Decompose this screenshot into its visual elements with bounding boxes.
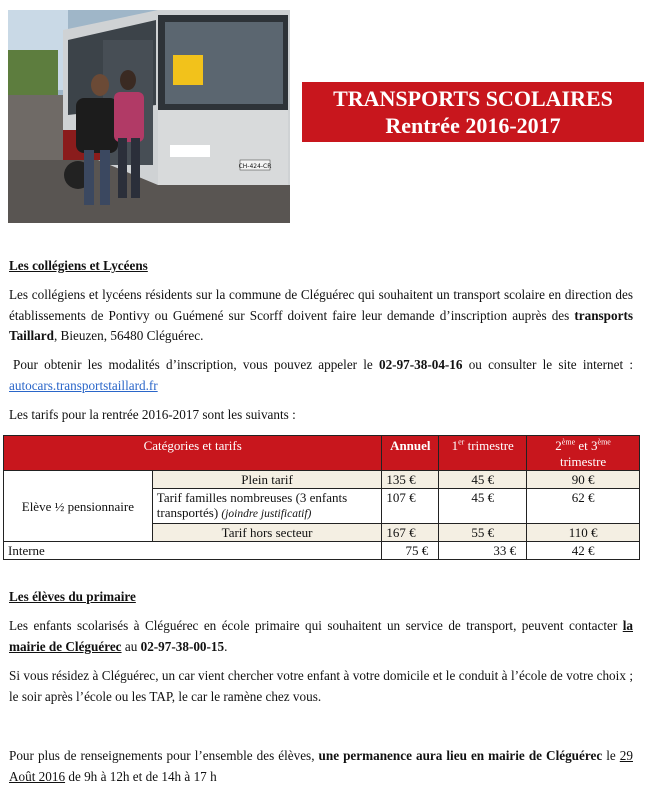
- plate-text: CH-424-CR: [238, 163, 272, 170]
- row-label: Tarif familles nombreuses (3 enfants transportés) (joindre justificatif): [152, 489, 382, 524]
- interne-t1: 33 €: [439, 542, 527, 560]
- table-row-interne: [4, 542, 640, 560]
- table-header-row: [4, 436, 640, 471]
- interne-t23: 42 €: [527, 542, 640, 560]
- header-categories: Catégories et tarifs: [4, 436, 382, 471]
- row-t1: 45 €: [439, 471, 527, 489]
- row-t23: 90 €: [527, 471, 640, 489]
- tariff-table: [3, 435, 640, 560]
- college-p2-text-a: Pour obtenir les modalités d’inscription, vous pouvez appeler le: [13, 357, 379, 372]
- interne-label: Interne: [4, 542, 382, 560]
- title-line1: TRANSPORTS SCOLAIRES: [333, 86, 613, 111]
- college-paragraph-1: [9, 285, 633, 347]
- row-label: Plein tarif: [152, 471, 382, 489]
- section-heading-college: Les collégiens et Lycéens: [9, 258, 148, 273]
- college-paragraph-2: [9, 355, 633, 396]
- row-annuel: 167 €: [382, 524, 439, 542]
- permanence-text: une permanence aura lieu en mairie de Cléguérec: [318, 748, 603, 763]
- row-label: Tarif hors secteur: [152, 524, 382, 542]
- row-annuel: 107 €: [382, 489, 439, 524]
- row-t1: 45 €: [439, 489, 527, 524]
- bus-photo: [8, 10, 290, 223]
- row-t1: 55 €: [439, 524, 527, 542]
- header-t23: 2ème et 3ème trimestre: [527, 436, 640, 471]
- mairie-phone: 02-97-38-00-15: [140, 638, 225, 654]
- section-heading-primaire: Les élèves du primaire: [9, 589, 136, 604]
- header-annuel: Annuel: [382, 436, 439, 471]
- college-paragraph-3: Les tarifs pour la rentrée 2016-2017 sont les suivants :: [9, 407, 296, 422]
- permanence-date: 29 Août 2016: [9, 748, 633, 784]
- college-p1-bold: transports Taillard: [9, 307, 633, 343]
- college-phone: 02-97-38-04-16: [378, 357, 463, 372]
- college-p1-text-b: , Bieuzen, 56480 Cléguérec.: [53, 328, 204, 343]
- row-annuel: 135 €: [382, 471, 439, 489]
- footer-paragraph: Pour plus de renseignements pour l’ensemble des élèves, une permanence aura lieu en mairie de Cléguérec le 29 Août 2016 de 9h à 12h et de 14h à 17 h: [9, 748, 633, 784]
- title-line2: Rentrée 2016-2017: [385, 113, 561, 138]
- mairie-name: la mairie de Cléguérec: [9, 618, 633, 654]
- title-box: [302, 82, 644, 142]
- group-label: Elève ½ pensionnaire: [4, 471, 153, 542]
- college-p2-text-b: ou consulter le site internet :: [462, 357, 633, 372]
- website-link[interactable]: autocars.transportstaillard.fr: [9, 377, 158, 393]
- table-row: [4, 471, 640, 489]
- header-t1: 1er trimestre: [439, 436, 527, 471]
- interne-annuel: 75 €: [382, 542, 439, 560]
- college-p1-text-a: Les collégiens et lycéens résidents sur la commune de Cléguérec qui souhaitent un transport scolaire en direction des établissements de Pontivy ou Guémené sur Scorff doivent faire leur demande d’inscription auprès des: [9, 287, 633, 323]
- primaire-paragraph-1: Les enfants scolarisés à Cléguérec en école primaire qui souhaitent un service de transport, peuvent contacter la mairie de Cléguérec au 02-97-38-00-15.: [9, 618, 633, 654]
- primaire-paragraph-2: Si vous résidez à Cléguérec, un car vient chercher votre enfant à votre domicile et le conduit à l’école de votre choix ; le soir après l’école ou les TAP, le car le ramène chez vous.: [9, 668, 633, 704]
- row-t23: 62 €: [527, 489, 640, 524]
- row-t23: 110 €: [527, 524, 640, 542]
